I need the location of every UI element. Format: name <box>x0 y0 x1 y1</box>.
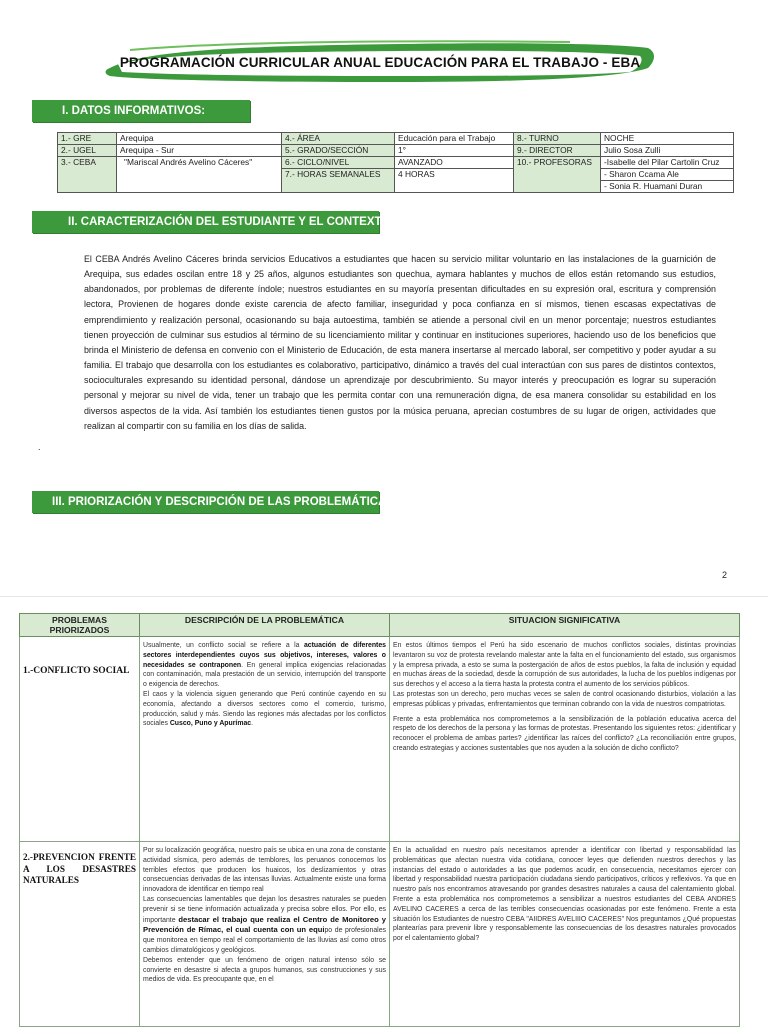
info-label: 6.- CICLO/NIVEL <box>282 157 395 169</box>
situation-paragraph: Las protestas son un derecho, pero muchas veces se salen de control ocasionando disturbios, violación a las empresas públicas y privadas, enfrentamientos que terminan cobrando con la vida de nuestros compatriotas. <box>393 690 736 708</box>
page-title: PROGRAMACIÓN CURRICULAR ANUAL EDUCACIÓN PARA EL TRABAJO - EBA <box>119 55 641 70</box>
problem-label: 1.-CONFLICTO SOCIAL <box>23 666 130 676</box>
problem-name <box>20 842 140 1027</box>
info-value: 1° <box>395 145 514 157</box>
desc-bold: destacar el trabajo que realiza el Centro de Monitoreo y Prevención de Rímac, el cual cuenta con un equi <box>143 914 386 935</box>
info-label: 7.- HORAS SEMANALES <box>282 169 395 193</box>
page-number: 2 <box>722 570 728 580</box>
situation-paragraph: En estos últimos tiempos el Perú ha sido escenario de muchos conflictos sociales, distintas provincias levantaron su voz de protesta revelando malestar ante la falta en el funcionamiento del estado, sus organismos y la empresa privada, a esto se suma la postergación de años de estos pueblos, la falta de inclusión y equidad en muchas áreas de la sociedad, desde la corrupción de sus autoridades, la lucha de los pueblos indígenas por sus derechos y el acceso a la tierra hasta la protesta contra el aumento de los servicios públicos. <box>393 642 736 689</box>
desc-text: Usualmente, un conflicto social se refiere a la <box>143 642 304 649</box>
stray-dot: . <box>38 442 41 452</box>
info-label: 4.- ÁREA <box>282 133 395 145</box>
characterization-paragraph: El CEBA Andrés Avelino Cáceres brinda servicios Educativos a estudiantes que hacen su servicio militar voluntario en las instalaciones de la guarnición de Arequipa, sus edades oscilan entre 18 y 25 años, algunos estudiantes son quechua, aymara hablantes y muchos de ellos están retomando sus estudios, abandonados, por problemas de diferente índole; nuestros estudiantes en su mayoría presentan dificultades en su expresión oral, escritura y comprensión lectora, Provienen de hogares donde existe carencia de afecto familiar, inseguridad y poca confianza en sí mismos, tienen escasas expectativas de emprendimiento y realización personal, ocasionando su baja autoestima, también se atiende a personal civil en un menor porcentaje; nuestros estudiantes tienen proyección de culminar sus estudios al término de su licenciamiento militar y continuar en instituciones superiores, haciendo uso de los beneficios que brinda el Ministerio de defensa en convenio con el Ministerio de Educación, de esta manera insertarse al mercado laboral, ser competitivo y poder ayudar a su familia. El trabajo que desarrolla con los estudiantes es colaborativo, participativo, dinámico a través del cual interactúan con sus pares de distintos contextos, socioculturales expresando su identidad personal, dándose un aprendizaje por descubrimiento. Su mayor interés y preocupación es lograr su superación personal y mejorar su nivel de vida, tener un trabajo que les permita contar con una remuneración digna, de esa manera consolidar su estabilidad en los diversos aspectos de la vida. Así también los estudiantes tienen gustos por la música peruana, aprecian costumbres de su lugar de origen, actividades que realizan al compartir con su familia en los días de salida. <box>84 254 716 431</box>
header-problemas: PROBLEMAS PRIORIZADOS <box>20 614 140 637</box>
problem-label: 2.-PREVENCION FRENTE A LOS DESASTRES NATURALES <box>23 852 136 885</box>
desc-text: Las consecuencias lamentables que dejan los desastres naturales se pueden prevenir si se tiene información actualizada y precisa sobre ellos. Por ello, es importante <box>143 895 386 924</box>
table-row <box>20 842 740 1027</box>
section-header-priorizacion <box>32 491 398 513</box>
problem-name <box>20 637 140 842</box>
problem-description <box>140 842 390 1027</box>
info-table <box>57 132 734 193</box>
page-two <box>0 596 768 1025</box>
info-label: 8.- TURNO <box>514 133 601 145</box>
info-label: 10.- PROFESORAS <box>514 157 601 193</box>
info-value: NOCHE <box>601 133 734 145</box>
situation-paragraph: En la actualidad en nuestro país necesitamos aprender a identificar con libertad y responsabilidad las problemáticas que afectan nuestra vida cotidiana, conocer leyes que defienden nuestros derechos y las instancias del estado o autoridades a las que podemos acudir, en consecuencia, necesitamos ejercer con libertad y responsabilidad nuestra participación ciudadana siendo participativos, críticos y reflexivos. Ya que en nuestro país nos encontramos atravesando por grandes desastres naturales a causa del calentamiento global. Frente a esta problemática nos comprometemos a sensibilizar a nuestros estudiantes del CEBA ANDRES AVELINO CACERES a cerca de las terribles consecuencias ocasionadas por este fenómeno. Frente a esta situación los Estudiantes de nuestro CEBA "AIIDRES AVELIIIO CACERES" Nos preguntamos ¿Qué propuestas plantearías para prevenir libre y responsablemente las consecuencias de los desastres naturales provocados por el calentamiento global? <box>393 847 736 943</box>
info-label: 2.- UGEL <box>58 145 117 157</box>
info-value: - Sonia R. Huamani Duran <box>601 181 734 193</box>
problems-table <box>19 613 740 1027</box>
info-value: Educación para el Trabajo <box>395 133 514 145</box>
info-value: Arequipa - Sur <box>117 145 282 157</box>
desc-text: El caos y la violencia siguen generando que Perú continúe cayendo en su economía, afectando a diversos sectores como el comercio, turismo, producción, salud y más. Siendo las regiones más afectadas por los conflictos sociales <box>143 690 386 728</box>
desc-text: . <box>251 720 254 728</box>
section-header-datos <box>32 100 250 122</box>
info-value: Arequipa <box>117 133 282 145</box>
table-row <box>20 637 740 842</box>
section-title: I. DATOS INFORMATIVOS: <box>62 105 206 117</box>
info-label: 5.- GRADO/SECCIÓN <box>282 145 395 157</box>
desc-bold: Cusco, Puno y Apurímac <box>169 720 252 728</box>
section-title: III. PRIORIZACIÓN Y DESCRIPCIÓN DE LAS PROBLEMÁTICAS: <box>52 496 398 508</box>
desc-text: Por su localización geográfica, nuestro país se ubica en una zona de constante actividad sísmica, pero además de temblores, los peruanos conocemos los terribles efectos que producen los huaicos, los deslizamientos y otras consecuencias derivadas de las intensas lluvias. Actualmente existe una forma innovadora de identificar en tiempo real <box>143 847 386 894</box>
info-label: 9.- DIRECTOR <box>514 145 601 157</box>
info-value: "Mariscal Andrés Avelino Cáceres" <box>117 157 282 193</box>
desc-text: Debemos entender que un fenómeno de origen natural intenso sólo se convierte en desastre si afecta a grupos humanos, sus construcciones y sus medios de vida. Es preocupante que, en el <box>143 956 386 984</box>
info-value: Julio Sosa Zulli <box>601 145 734 157</box>
section-header-caracterizacion <box>32 211 395 233</box>
desc-text: . En general implica exigencias relacionadas con contaminación, mala prestación de un servicio, interrupción del transporte o exigencia de derechos. <box>143 661 386 689</box>
section-title: II. CARACTERIZACIÓN DEL ESTUDIANTE Y EL CONTEXTO: <box>68 216 395 228</box>
info-value: AVANZADO <box>395 157 514 169</box>
desc-text: po de profesionales que monitorea en tiempo real el comportamiento de las lluvias así como otros cambios climatológicos y geológicos. <box>143 927 386 954</box>
significant-situation <box>390 842 740 1027</box>
significant-situation <box>390 637 740 842</box>
info-label: 1.- GRE <box>58 133 117 145</box>
situation-paragraph: Frente a esta problemática nos comprometemos a la sensibilización de la población educativa acerca del respeto de los derechos de la persona y las formas de protestas. Presentando los siguientes retos: ¿identificar y reconocer el problema de ambas partes? ¿identificar las raíces del conflicto? ¿La reconciliación entre grupos, creando estrategias y acciones sustentables que nos ayuden a la solución de dicho conflicto? <box>393 715 736 752</box>
header-situacion: SITUACION SIGNIFICATIVA <box>390 614 740 637</box>
problem-description <box>140 637 390 842</box>
header-descripcion: DESCRIPCIÓN DE LA PROBLEMÁTICA <box>140 614 390 637</box>
info-value: - Sharon Ccama Ale <box>601 169 734 181</box>
desc-bold: actuación de diferentes sectores interdependientes cuyos sus objetivos, intereses, valores o necesidades se contraponen <box>143 642 386 669</box>
info-label: 3.- CEBA <box>58 157 117 193</box>
info-value: -Isabelle del Pilar Cartolin Cruz <box>601 157 734 169</box>
info-value: 4 HORAS <box>395 169 514 193</box>
